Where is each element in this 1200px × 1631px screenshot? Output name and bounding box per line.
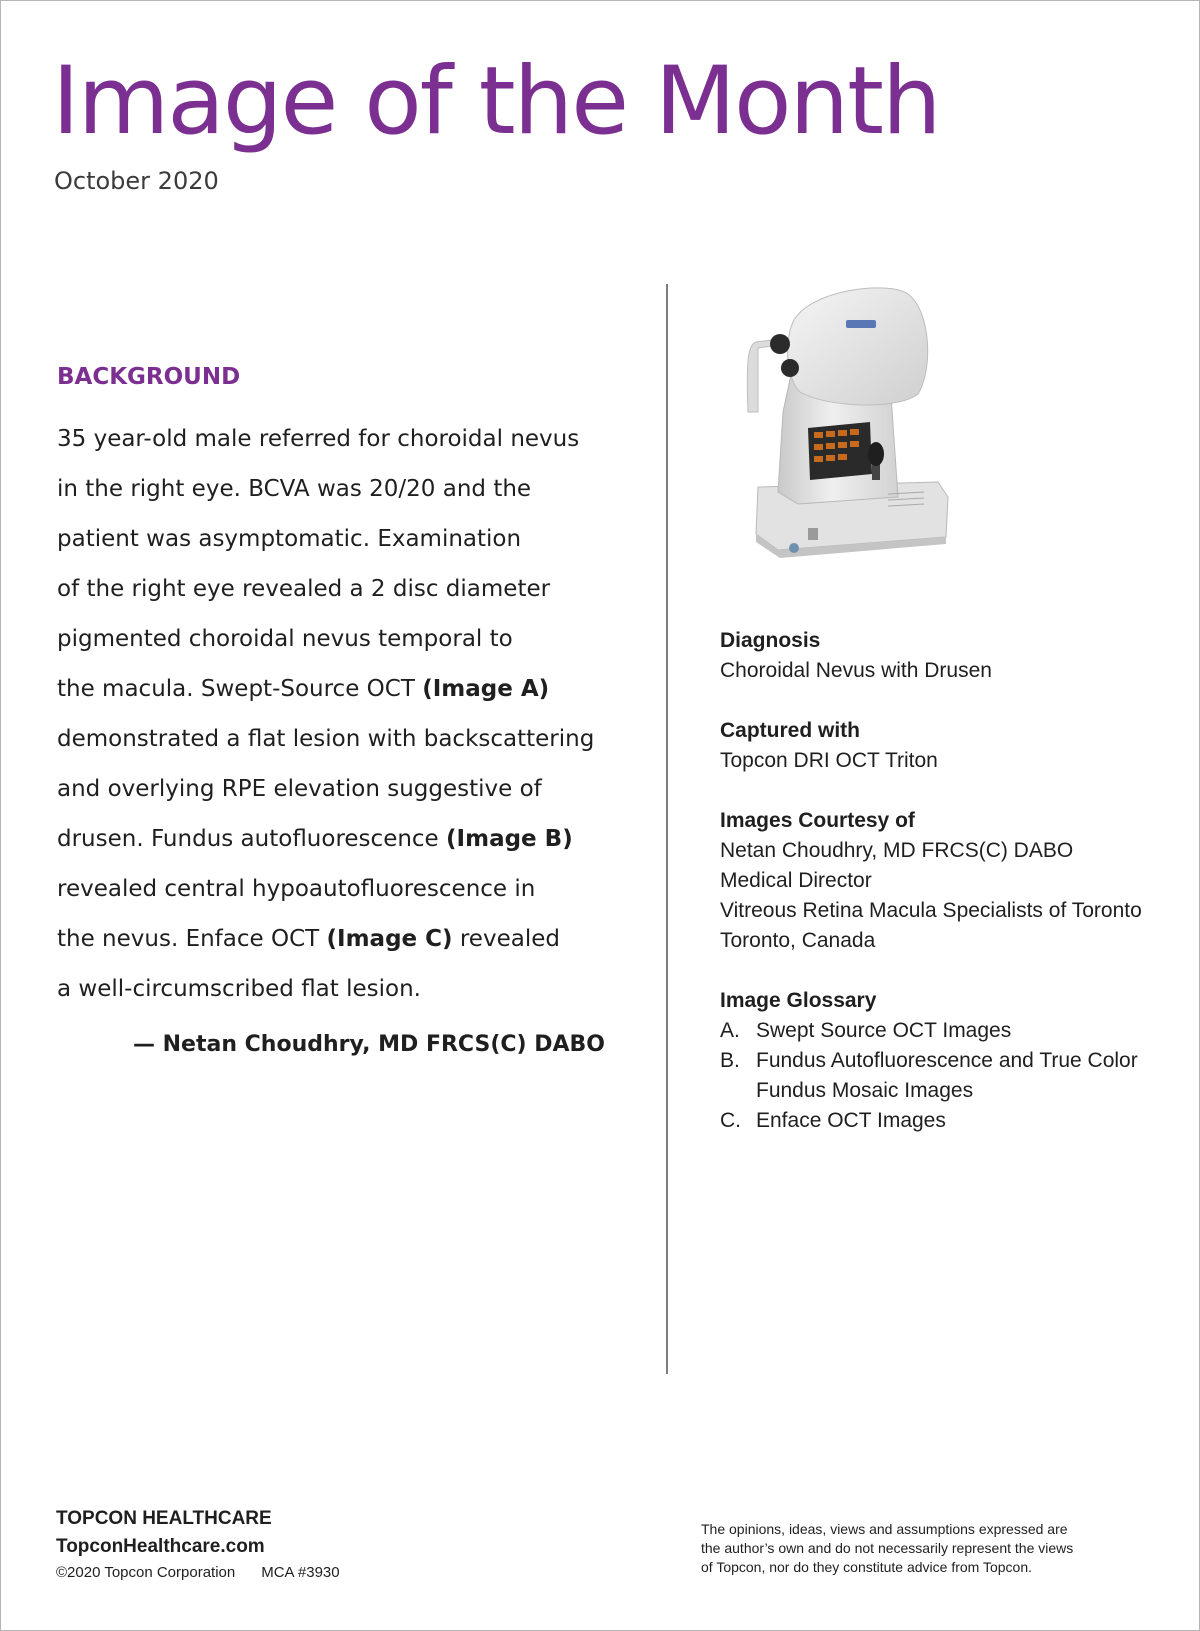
background-text: revealed bbox=[452, 926, 560, 952]
courtesy-name: Netan Choudhry, MD FRCS(C) DABO bbox=[720, 839, 1074, 862]
glossary-text: Fundus Mosaic Images bbox=[756, 1079, 974, 1102]
background-line bbox=[57, 714, 617, 764]
diagnosis-section bbox=[720, 626, 1170, 686]
background-body bbox=[57, 414, 617, 1014]
disclaimer-line: The opinions, ideas, views and assumptions expressed are bbox=[701, 1521, 1068, 1537]
background-line bbox=[57, 464, 617, 514]
background-text: in the right eye. BCVA was 20/20 and the bbox=[57, 476, 532, 502]
background-line bbox=[57, 614, 617, 664]
case-details bbox=[720, 626, 1170, 1166]
company-name: TOPCON HEALTHCARE bbox=[56, 1508, 272, 1529]
captured-section bbox=[720, 716, 1170, 776]
background-text: the nevus. Enface OCT bbox=[57, 926, 327, 952]
background-text: of the right eye revealed a 2 disc diameter bbox=[57, 576, 551, 602]
diagnosis-heading: Diagnosis bbox=[720, 629, 821, 652]
background-line bbox=[57, 764, 617, 814]
courtesy-location: Toronto, Canada bbox=[720, 929, 876, 952]
background-text: 35 year-old male referred for choroidal nevus bbox=[57, 426, 580, 452]
diagnosis-value: Choroidal Nevus with Drusen bbox=[720, 659, 992, 682]
courtesy-role: Medical Director bbox=[720, 869, 872, 892]
background-line bbox=[57, 814, 617, 864]
captured-value: Topcon DRI OCT Triton bbox=[720, 749, 938, 772]
background-line bbox=[57, 964, 617, 1014]
image-reference: (Image C) bbox=[326, 926, 453, 952]
background-text: and overlying RPE elevation suggestive of bbox=[57, 776, 542, 802]
author-signature: — Netan Choudhry, MD FRCS(C) DABO bbox=[132, 1032, 605, 1057]
courtesy-section bbox=[720, 806, 1170, 956]
page-title: Image of the Month bbox=[52, 47, 940, 156]
courtesy-org: Vitreous Retina Macula Specialists of Toronto bbox=[720, 899, 1142, 922]
background-text: drusen. Fundus autofluorescence bbox=[57, 826, 447, 852]
copyright-text: ©2020 Topcon Corporation bbox=[56, 1564, 236, 1581]
image-reference: (Image B) bbox=[446, 826, 573, 852]
captured-heading: Captured with bbox=[720, 719, 860, 742]
background-text: revealed central hypoautofluorescence in bbox=[57, 876, 536, 902]
glossary-item-c bbox=[720, 1106, 1170, 1136]
background-line bbox=[57, 564, 617, 614]
copyright-row bbox=[56, 1561, 340, 1585]
background-line bbox=[57, 514, 617, 564]
courtesy-heading: Images Courtesy of bbox=[720, 809, 915, 832]
glossary-heading: Image Glossary bbox=[720, 989, 877, 1012]
background-line bbox=[57, 914, 617, 964]
glossary-item-b-cont bbox=[720, 1076, 1170, 1106]
background-line bbox=[57, 664, 617, 714]
glossary-letter: A. bbox=[720, 1019, 740, 1042]
image-reference: (Image A) bbox=[422, 676, 550, 702]
column-divider bbox=[666, 284, 668, 1374]
background-text: demonstrated a flat lesion with backscattering bbox=[57, 726, 595, 752]
disclaimer bbox=[701, 1520, 1171, 1577]
glossary-text: Fundus Autofluorescence and True Color bbox=[756, 1049, 1138, 1072]
glossary-item-a bbox=[720, 1016, 1170, 1046]
background-heading: BACKGROUND bbox=[57, 364, 241, 390]
footer-branding bbox=[56, 1505, 340, 1585]
issue-date: October 2020 bbox=[54, 167, 219, 195]
background-line bbox=[57, 864, 617, 914]
glossary-text: Swept Source OCT Images bbox=[756, 1019, 1012, 1042]
glossary-text: Enface OCT Images bbox=[756, 1109, 946, 1132]
background-text: the macula. Swept-Source OCT bbox=[57, 676, 423, 702]
background-text: a well-circumscribed flat lesion. bbox=[57, 976, 421, 1002]
background-text: pigmented choroidal nevus temporal to bbox=[57, 626, 513, 652]
disclaimer-line: the author’s own and do not necessarily represent the views bbox=[701, 1540, 1074, 1556]
company-website-link[interactable]: TopconHealthcare.com bbox=[56, 1536, 265, 1557]
glossary-section bbox=[720, 986, 1170, 1136]
disclaimer-line: of Topcon, nor do they constitute advice from Topcon. bbox=[701, 1559, 1033, 1575]
glossary-letter: B. bbox=[720, 1049, 740, 1072]
oct-device-image bbox=[738, 282, 958, 582]
background-line bbox=[57, 414, 617, 464]
glossary-letter: C. bbox=[720, 1109, 741, 1132]
background-text: patient was asymptomatic. Examination bbox=[57, 526, 522, 552]
glossary-item-b bbox=[720, 1046, 1170, 1076]
mca-number: MCA #3930 bbox=[261, 1564, 340, 1581]
